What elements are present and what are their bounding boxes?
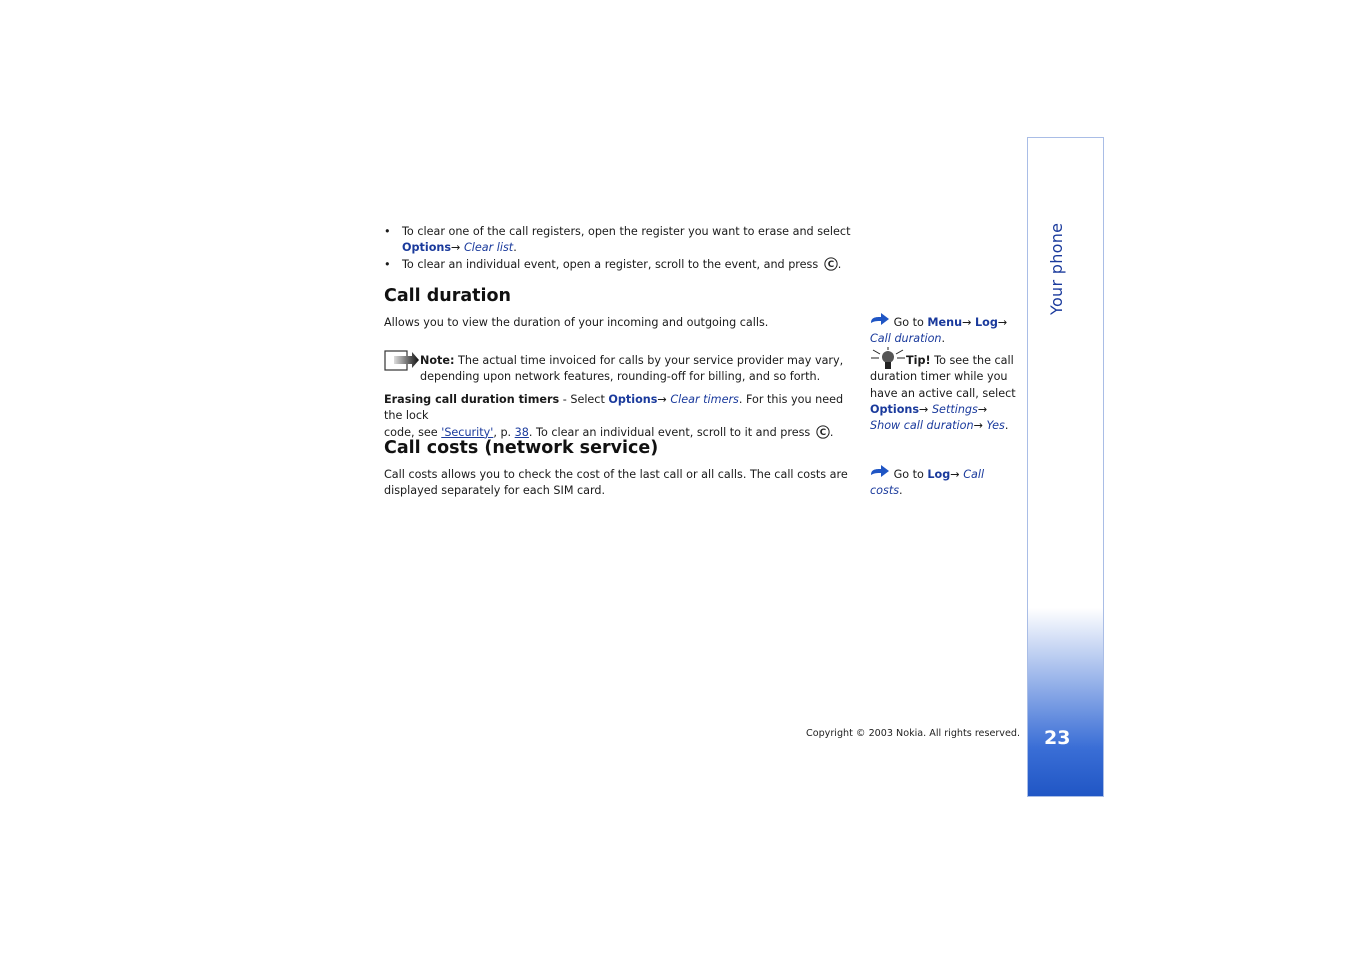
bullet-list: [384, 224, 854, 273]
erase-text: . For this you need the lock: [384, 393, 844, 423]
erase-label: Erasing call duration timers: [384, 393, 560, 406]
tip-text: To see the call: [930, 354, 1014, 367]
security-link[interactable]: 'Security': [441, 425, 494, 439]
arrow: →: [962, 316, 972, 329]
sidebar-goto-duration: [870, 313, 1020, 348]
copyright-footer: Copyright © 2003 Nokia. All rights reserved.: [806, 728, 1021, 739]
options-menu: Options: [608, 393, 658, 406]
options-menu: Options: [870, 402, 920, 416]
tip-text: have an active call, select: [870, 386, 1016, 400]
erase-paragraph: [384, 392, 864, 441]
section-heading-call-duration: Call duration: [384, 286, 512, 306]
erase-text: code, see: [384, 425, 442, 439]
list-item-text: To clear an individual event, open a register, scroll to the event, and press: [402, 257, 819, 271]
settings-item: Settings: [931, 402, 978, 416]
period: .: [899, 484, 903, 498]
arrow: →: [950, 468, 960, 481]
options-menu: Options: [402, 241, 452, 255]
note-block: [420, 353, 860, 386]
note-text: The actual time invoiced for calls by your service provider may vary,: [458, 354, 844, 367]
log-item: Log: [927, 468, 951, 481]
section-heading-call-costs: Call costs (network service): [384, 438, 659, 458]
bullet-dot: •: [384, 225, 391, 238]
erase-text: . To clear an individual event, scroll to it and press: [528, 425, 811, 439]
period: .: [837, 257, 842, 271]
call-costs-text: Call costs allows you to check the cost of the last call or all calls. The call costs are: [384, 468, 848, 481]
call-costs-paragraph: [384, 467, 854, 500]
svg-text:C: C: [827, 259, 834, 270]
goto-arrow-icon: [870, 465, 890, 479]
clear-key-icon: [824, 257, 838, 271]
list-item: [384, 257, 854, 273]
tip-text: duration timer while you: [870, 370, 1008, 384]
clear-key-icon: [816, 425, 830, 439]
bullet-dot: •: [384, 257, 391, 271]
yes-item: Yes: [986, 419, 1005, 433]
arrow: →: [919, 402, 929, 416]
note-text: depending upon network features, rounding-off for billing, and so forth.: [420, 370, 821, 384]
tip-block: [870, 353, 1020, 434]
list-item: [384, 224, 854, 257]
period: .: [829, 425, 834, 439]
clear-timers-item: Clear timers: [670, 393, 739, 406]
note-label: Note:: [420, 354, 455, 367]
arrow: →: [657, 393, 667, 406]
call-costs-item: Call costs: [870, 468, 985, 498]
call-duration-intro: Allows you to view the duration of your incoming and outgoing calls.: [384, 316, 769, 329]
goto-text: Go to: [893, 468, 928, 481]
call-duration-item: Call duration: [870, 332, 942, 346]
arrow: →: [973, 419, 983, 433]
chapter-tab-label: Your phone: [1047, 222, 1066, 315]
svg-text:C: C: [819, 427, 827, 438]
tip-label: Tip!: [906, 354, 931, 367]
period: .: [513, 241, 517, 255]
note-pen-icon: [384, 349, 420, 373]
show-call-duration-item: Show call duration: [870, 419, 974, 433]
arrow: →: [451, 241, 461, 255]
sidebar-goto-costs: [870, 465, 1020, 500]
arrow: →: [977, 402, 988, 416]
page-link[interactable]: 38: [514, 425, 529, 439]
erase-text: - Select: [559, 393, 609, 406]
goto-arrow-icon: [870, 313, 890, 327]
page-number: 23: [1044, 727, 1071, 749]
arrow: →: [997, 316, 1008, 329]
menu-item: Menu: [927, 316, 963, 329]
clear-list-item: Clear list: [463, 241, 514, 255]
list-item-text: To clear one of the call registers, open the register you want to erase and select: [402, 225, 851, 238]
period: .: [1004, 419, 1009, 433]
erase-text: , p.: [493, 425, 515, 439]
call-costs-text: displayed separately for each SIM card.: [384, 484, 606, 498]
goto-text: Go to: [893, 316, 928, 329]
log-item: Log: [975, 316, 998, 329]
period: .: [941, 332, 946, 346]
